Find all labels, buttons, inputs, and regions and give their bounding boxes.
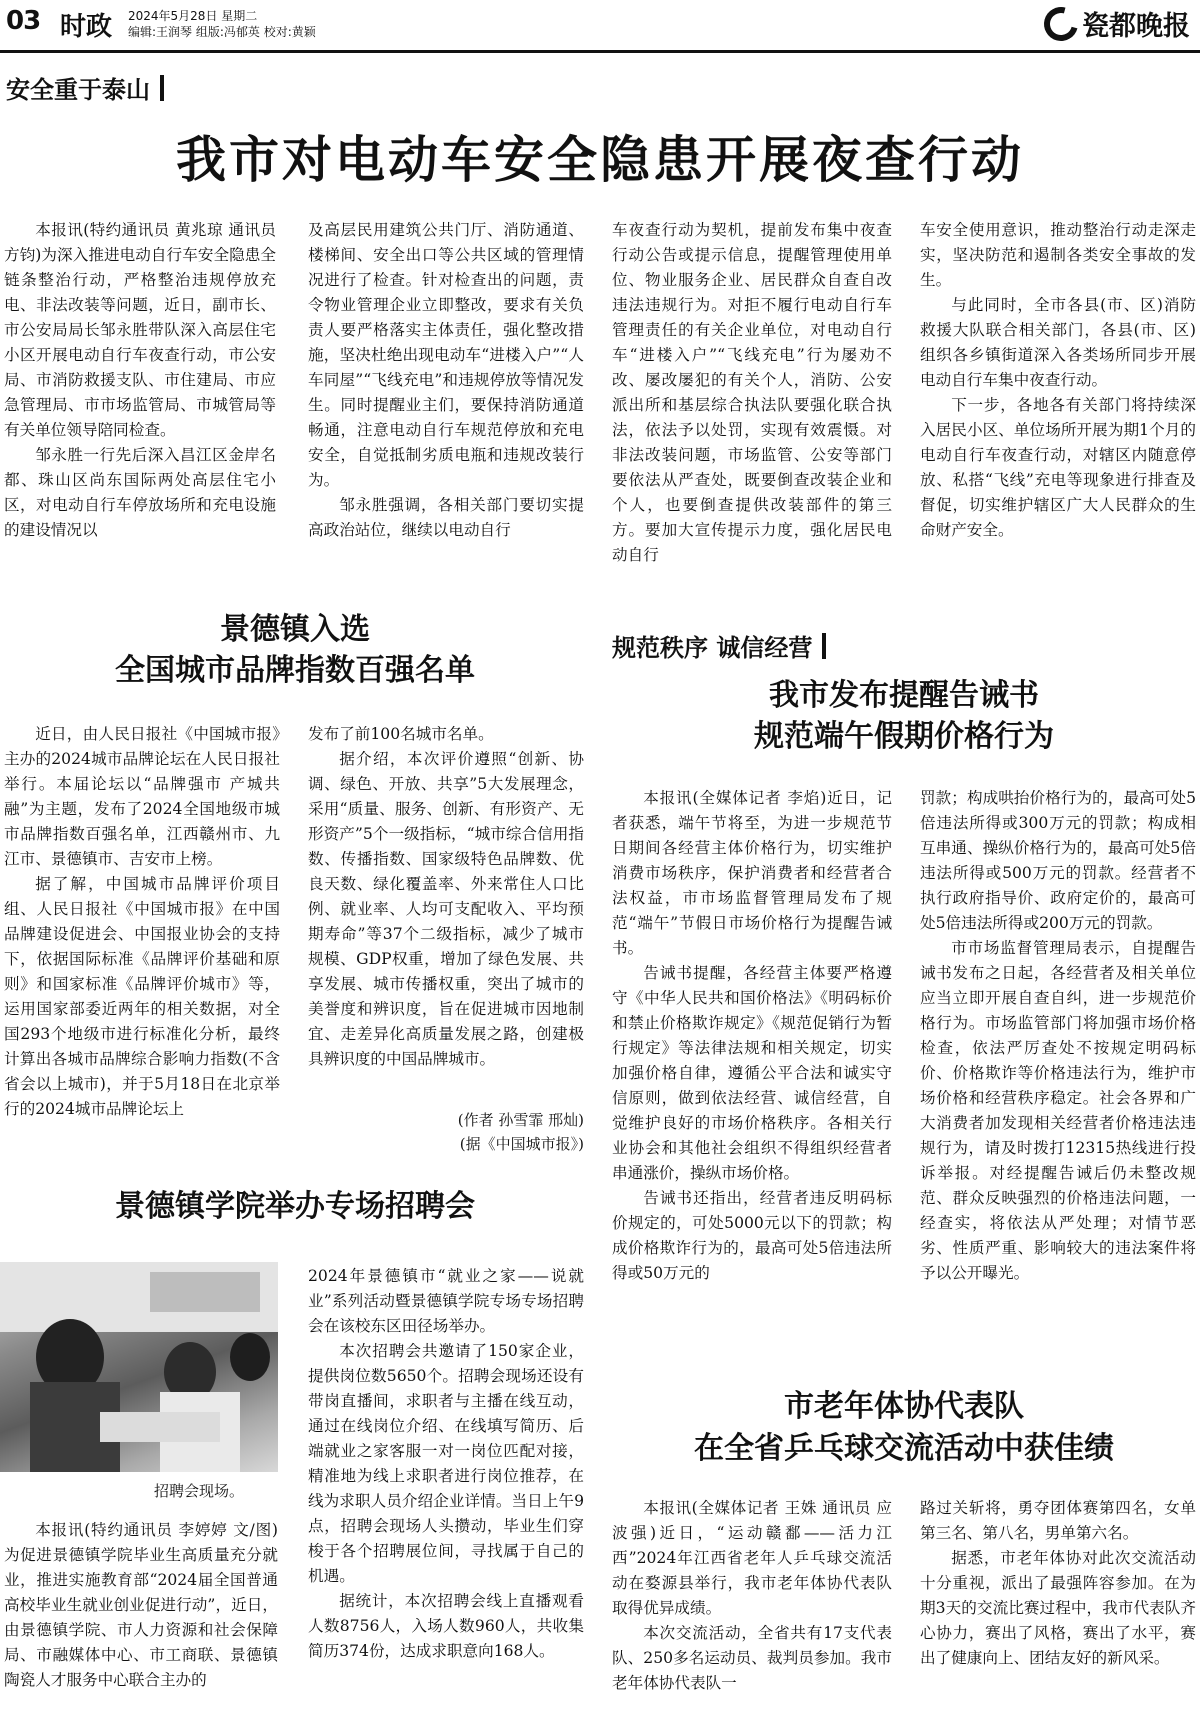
price-col-1 (612, 786, 892, 1346)
paragraph: 近日，由人民日报社《中国城市报》主办的2024城市品牌论坛在人民日报社举行。本届论坛以“品牌强市 产城共融”为主题，发布了2024全国地级市城市品牌指数百强名单，江西赣州市、九江市、景德镇市、吉安市上榜。 (4, 725, 280, 868)
paragraph: 据悉，市老年体协对此次交流活动十分重视，派出了最强阵容参加。在为期3天的交流比赛过程中，我市代表队齐心协力，赛出了风格，赛出了水平，赛出了健康向上、团结友好的新风采。 (920, 1549, 1196, 1667)
editor-credits: 编辑:王润琴 组版:冯郁英 校对:黄颖 (128, 25, 316, 39)
paper-name: 瓷都晚报 (1082, 11, 1190, 42)
paragraph: 本报讯(特约通讯员 黄兆琼 通讯员 方钧)为深入推进电动自行车安全隐患全链条整治行动，严格整治违规停放充电、非法改装等问题，近日，副市长、市公安局局长邹永胜带队深入高层住宅小区开展电动自行车夜查行动，市公安局、市消防救援支队、市住建局、市应急管理局、市市场监管局、市城管局等有关单位领导陪同检查。 (4, 221, 276, 439)
paragraph: 据介绍，本次评价遵照“创新、协调、绿色、开放、共享”5大发展理念，采用“质量、服务、创新、有形资产、无形资产”5个一级指标，“城市综合信用指数、传播指数、国家级特色品牌数、优良天数、绿化覆盖率、外来常住人口比例、就业率、人均可支配收入、平均预期寿命”等37个二级指标，减少了城市规模、GDP权重，增加了绿色发展、共享发展、城市传播权重，突出了城市的美誉度和辨识度，旨在促进城市因地制宜、走差异化高质量发展之路，创建极具辨识度的中国品牌城市。 (308, 750, 584, 1068)
brand-headline-line2: 全国城市品牌指数百强名单 (115, 653, 475, 688)
paragraph: 下一步，各地各有关部门将持续深入居民小区、单位场所开展为期1个月的电动自行车夜查行动，对辖区内随意停放、私搭“飞线”充电等现象进行排查及督促，切实维护辖区广大人民群众的生命财产安全。 (920, 396, 1196, 539)
top-kicker (6, 70, 164, 105)
price-kicker (612, 628, 826, 663)
paragraph: 本报讯(特约通讯员 李婷婷 文/图)为促进景德镇学院毕业生高质量充分就业，推进实施教育部“2024届全国普通高校毕业生就业创业促进行动”，近日，由景德镇学院、市人力资源和社会保障局、市融媒体中心、市工商联、景德镇陶瓷人才服务中心联合主办的 (4, 1521, 278, 1689)
issue-date: 2024年5月28日 星期二 (128, 9, 258, 23)
issue-meta (128, 8, 316, 40)
price-col-2 (920, 786, 1196, 1346)
brand-col-2 (308, 722, 584, 1098)
paragraph: 本报讯(全媒体记者 李焰)近日，记者获悉，端午节将至，为进一步规范节日期间各经营主体价格行为，切实维护消费市场秩序，保护消费者和经营者合法权益，市市场监督管理局发布了规范“端午”节假日市场价格行为提醒告诫书。 (612, 789, 892, 957)
brand-author: (作者 孙雪霏 邢灿) (457, 1111, 584, 1129)
price-headline-line2: 规范端午假期价格行为 (754, 719, 1054, 754)
paragraph: 路过关斩将，勇夺团体赛第四名，女单第三名、第八名，男单第六名。 (920, 1499, 1196, 1542)
pingpong-headline-line2: 在全省乒乓球交流活动中获佳绩 (694, 1431, 1114, 1466)
top-col-4 (920, 218, 1196, 586)
brand-headline-line1: 景德镇入选 (220, 612, 370, 647)
paragraph: 据统计，本次招聘会线上直播观看人数8756人，入场人数960人，共收集简历374份，达成求职意向168人。 (308, 1592, 584, 1660)
price-kicker-text: 规范秩序 诚信经营 (612, 634, 813, 662)
paragraph: 罚款；构成哄抬价格行为的，最高可处5倍违法所得或300万元的罚款；构成相互串通、操纵价格行为的，最高可处5倍违法所得或500万元的罚款。经营者不执行政府指导价、政府定价的，最高可处5倍违法所得或200万元的罚款。 (920, 789, 1196, 932)
paragraph: 告诫书提醒，各经营主体要严格遵守《中华人民共和国价格法》《明码标价和禁止价格欺诈规定》《规范促销行为暂行规定》等法律法规和相关规定，切实加强价格自律，遵循公平合法和诚实守信原则，做到依法经营、诚信经营，自觉维护良好的市场价格秩序。各相关行业协会和其他社会组织不得组织经营者串通涨价，操纵市场价格。 (612, 964, 892, 1182)
paragraph: 告诫书还指出，经营者违反明码标价规定的，可处5000元以下的罚款；构成价格欺诈行为的，最高可处5倍违法所得或50万元的 (612, 1189, 892, 1282)
price-headline-line1: 我市发布提醒告诫书 (769, 678, 1039, 713)
masthead-logo (1044, 4, 1190, 43)
photo-caption: 招聘会现场。 (154, 1482, 245, 1500)
jobfair-col-2 (308, 1264, 584, 1718)
paragraph: 车安全使用意识，推动整治行动走深走实，坚决防范和遏制各类安全事故的发生。 (920, 221, 1196, 289)
paragraph: 邹永胜一行先后深入昌江区金岸名都、珠山区尚东国际两处高层住宅小区，对电动自行车停放场所和充电设施的建设情况以 (4, 446, 276, 539)
top-kicker-text: 安全重于泰山 (6, 76, 150, 104)
top-col-1 (4, 218, 276, 586)
pingpong-headline-line1: 市老年体协代表队 (784, 1389, 1024, 1424)
section-name: 时政 (60, 12, 113, 42)
paragraph: 市市场监督管理局表示，自提醒告诫书发布之日起，各经营者及相关单位应当立即开展自查自纠，进一步规范价格行为。市场监管部门将加强市场价格检查，依法严厉查处不按规定明码标价、价格欺诈等价格违法行为，维护市场价格和经营秩序稳定。社会各界和广大消费者加发现相关经营者价格违法违规行为，请及时拨打12315热线进行投诉举报。对经提醒告诫后仍未整改规范、群众反映强烈的价格违法问题，一经查实，将依法从严处理；对情节恶劣、性质严重、影响较大的违法案件将予以公开曝光。 (920, 939, 1196, 1282)
header-rule (0, 50, 1200, 53)
paragraph: 发布了前100名城市名单。 (308, 725, 494, 743)
pingpong-col-1 (612, 1496, 892, 1718)
paragraph: 车夜查行动为契机，提前发布集中夜查行动公告或提示信息，提醒管理使用单位、物业服务企业、居民群众自查自改违法违规行为。对拒不履行电动自行车管理责任的有关企业单位，对电动自行车“进楼入户”“飞线充电”行为屡劝不改、屡改屡犯的有关个人，消防、公安派出所和基层综合执法队要强化联合执法，依法予以处罚，实现有效震慑。对非法改装问题，市场监管、公安等部门要依法从严查处，既要倒查改装企业和个人，也要倒查提供改装部件的第三方。要加大宣传提示力度，强化居民电动自行 (612, 221, 892, 564)
paragraph: 本次招聘会共邀请了150家企业，提供岗位数5650个。招聘会现场还设有带岗直播间，求职者与主播在线互动，通过在线岗位介绍、在线填写简历、后端就业之家客服一对一岗位匹配对接，精准地为线上求职者进行岗位推荐，在线为求职人员介绍企业详情。当日上午9点，招聘会现场人头攒动，毕业生们穿梭于各个招聘展位间，寻找属于自己的机遇。 (308, 1342, 584, 1585)
paragraph: 本报讯(全媒体记者 王姝 通讯员 应波强)近日，“运动赣鄱——活力江西”2024年江西省老年人乒乓球交流活动在婺源县举行，我市老年体协代表队取得优异成绩。 (612, 1499, 892, 1617)
photo-scene-icon (0, 1262, 278, 1472)
paragraph: 邹永胜强调，各相关部门要切实提高政治站位，继续以电动自行 (308, 496, 584, 539)
top-col-3 (612, 218, 892, 586)
top-col-2 (308, 218, 584, 586)
jobfair-headline: 景德镇学院举办专场招聘会 (115, 1189, 475, 1224)
brand-source: (据《中国城市报》) (459, 1135, 584, 1153)
top-headline: 我市对电动车安全隐患开展夜查行动 (176, 131, 1024, 189)
paragraph: 据了解，中国城市品牌评价项目组、人民日报社《中国城市报》在中国品牌建设促进会、中国报业协会的支持下，依据国际标准《品牌评价基础和原则》和国家标准《品牌评价城市》等，运用国家部委近两年的相关数据，对全国293个地级市进行标准化分析，最终计算出各城市品牌综合影响力指数(不含省会以上城市)，并于5月18日在北京举行的2024城市品牌论坛上 (4, 875, 280, 1118)
pingpong-col-2 (920, 1496, 1196, 1718)
jobfair-photo (0, 1262, 278, 1472)
brand-headline (0, 610, 590, 692)
jobfair-col-1 (4, 1518, 278, 1718)
brand-col-1 (4, 722, 280, 1166)
paragraph: 及高层民用建筑公共门厅、消防通道、楼梯间、安全出口等公共区域的管理情况进行了检查。针对检查出的问题，责令物业管理企业立即整改，要求有关负责人要严格落实主体责任，强化整改措施，坚决杜绝出现电动车“进楼入户”“人车同屋”“飞线充电”和违规停放等情况发生。同时提醒业主们，要保持消防通道畅通，注意电动自行车规范停放和充电安全，自觉抵制劣质电瓶和违规改装行为。 (308, 221, 584, 489)
logo-mark-icon (1038, 0, 1084, 46)
paragraph: 与此同时，全市各县(市、区)消防救援大队联合相关部门，各县(市、区)组织各乡镇街道深入各类场所同步开展电动自行车集中夜查行动。 (920, 296, 1196, 389)
paragraph: 本次交流活动，全省共有17支代表队、250多名运动员、裁判员参加。我市老年体协代表队一 (612, 1624, 892, 1692)
pingpong-headline (612, 1386, 1196, 1470)
brand-byline (308, 1108, 584, 1156)
price-headline (612, 676, 1196, 758)
page-number: 03 (6, 6, 41, 36)
paragraph: 2024年景德镇市“就业之家——说就业”系列活动暨景德镇学院专场专场招聘会在该校东区田径场举办。 (308, 1267, 584, 1335)
